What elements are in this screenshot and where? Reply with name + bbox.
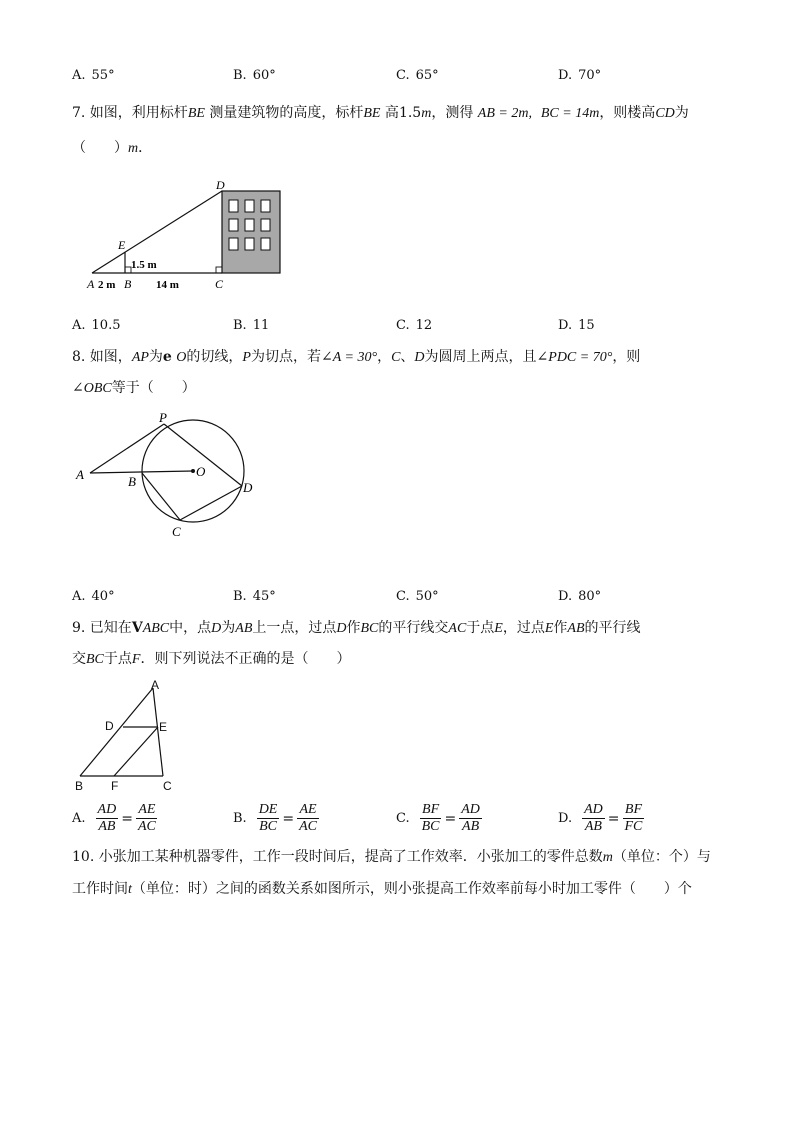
q7-option-c: C. 12	[396, 318, 433, 333]
length-bc: 14 m	[156, 279, 179, 291]
side-ab	[80, 688, 153, 776]
q8-option-d: D. 80°	[558, 589, 602, 604]
q9-option-a: A. $\frac{AD}{AB}$ = $\frac{AE}{AC}$	[72, 802, 156, 834]
label-a: A	[87, 277, 95, 291]
building-windows	[229, 200, 270, 250]
q9-option-c: C. $\frac{BF}{BC}$ = $\frac{AD}{AB}$	[396, 802, 480, 834]
q6-option-b: B. 60°	[233, 68, 276, 83]
label-e: E	[118, 238, 126, 252]
label-e: E	[159, 720, 168, 734]
q9-option-d: D. $\frac{AD}{AB}$ = $\frac{BF}{FC}$	[558, 802, 643, 834]
q7-option-a: A. 10.5	[72, 318, 121, 333]
q6-option-c: C. 65°	[396, 68, 439, 83]
fraction: $\frac{AE}{AC}$	[137, 802, 156, 834]
label-a: A	[151, 678, 160, 692]
q10-question-line1: 10. 小张加工某种机器零件，工作一段时间后，提高了工作效率．小张加工的零件总数m（单位：个）与	[72, 849, 711, 865]
label-b: B	[128, 474, 136, 489]
chord-bc	[142, 473, 180, 520]
fraction: $\frac{BF}{BC}$	[421, 802, 440, 834]
q8-question-line1: 8. 如图，AP为e O的切线，P为切点，若∠A = 30°，C、D为圆周上两点，且∠PDC = 70°，则	[72, 349, 641, 365]
q8-option-b: B. 45°	[233, 589, 276, 604]
tangent-ap	[90, 424, 164, 473]
q10-question-line2: 工作时间t（单位：时）之间的函数关系如图所示，则小张提高工作效率前每小时加工零件（ ）个	[72, 881, 692, 897]
q6-option-a: A. 55°	[72, 68, 115, 83]
center-o-dot	[191, 469, 195, 473]
q9-question-line2: 交BC于点F．则下列说法不正确的是（ ）	[72, 651, 351, 667]
q7-option-d: D. 15	[558, 318, 595, 333]
label-o: O	[196, 464, 206, 479]
q7-building-figure	[80, 176, 295, 296]
label-b: B	[124, 277, 132, 291]
fraction: $\frac{BF}{FC}$	[624, 802, 643, 834]
length-be: 1.5 m	[131, 259, 157, 271]
fraction: $\frac{AD}{AB}$	[584, 802, 603, 834]
q8-question-line2: ∠OBC等于（ ）	[72, 380, 196, 396]
q7-question-line2: （ ）m．	[72, 140, 153, 156]
q9-question-line1: 9. 已知在VABC中，点D为AB上一点，过点D作BC的平行线交AC于点E，过点E作AB的平行线	[72, 620, 641, 636]
segment-ef	[114, 727, 158, 776]
label-b: B	[75, 779, 84, 793]
label-d: D	[216, 178, 225, 192]
label-c: C	[163, 779, 172, 793]
q7-option-b: B. 11	[233, 318, 270, 333]
q8-circle-figure	[70, 412, 270, 542]
label-d: D	[243, 480, 253, 495]
q9-option-b: B. $\frac{DE}{BC}$ = $\frac{AE}{AC}$	[233, 802, 317, 834]
right-angle-c	[216, 267, 222, 273]
label-c: C	[215, 277, 224, 291]
label-a: A	[76, 467, 84, 482]
q9-triangle-figure	[70, 678, 190, 796]
length-ab: 2 m	[98, 279, 116, 291]
fraction: $\frac{AD}{AB}$	[97, 802, 117, 834]
label-d: D	[105, 719, 114, 733]
label-c: C	[172, 524, 181, 539]
q8-option-a: A. 40°	[72, 589, 115, 604]
label-p: P	[159, 412, 167, 425]
q8-option-c: C. 50°	[396, 589, 439, 604]
q6-option-d: D. 70°	[558, 68, 602, 83]
fraction: $\frac{AE}{AC}$	[299, 802, 317, 834]
sight-line	[92, 191, 222, 273]
q7-question-line1: 7. 如图，利用标杆BE 测量建筑物的高度，标杆BE 高1.5m，测得 AB = 2m, BC = 14m，则楼高CD为	[72, 105, 689, 121]
fraction: $\frac{AD}{AB}$	[461, 802, 480, 834]
label-f: F	[111, 779, 119, 793]
fraction: $\frac{DE}{BC}$	[258, 802, 278, 834]
